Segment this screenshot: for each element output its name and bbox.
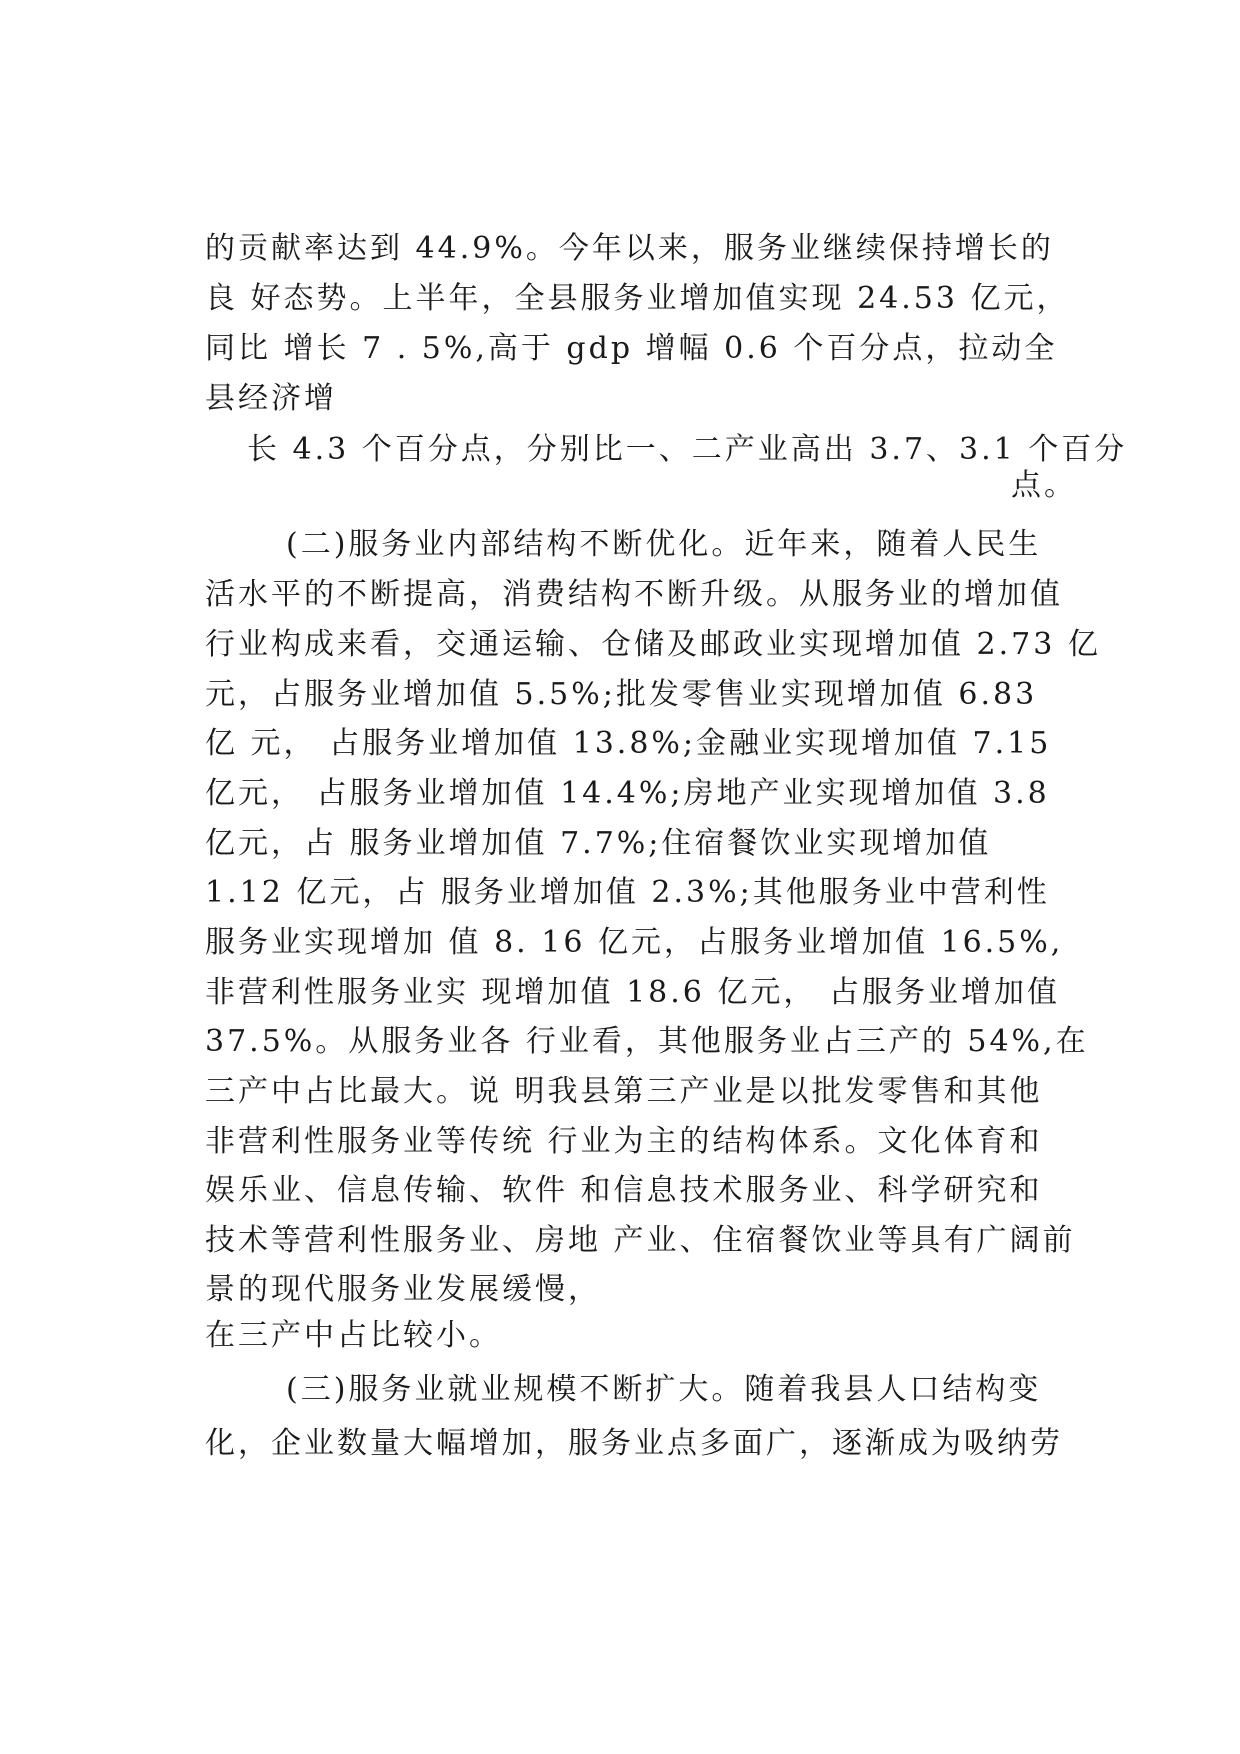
text-line: 良 好态势。上半年，全县服务业增加值实现 24.53 亿元， — [205, 281, 1070, 316]
text-line: 在三产中占比较小。 — [205, 1318, 502, 1353]
text-line: 点。 — [1011, 468, 1077, 503]
text-line: (三)服务业就业规模不断扩大。随着我县人口结构变 — [286, 1372, 1042, 1407]
text-line: 娱乐业、信息传输、软件 和信息技术服务业、科学研究和 — [205, 1173, 1043, 1208]
text-line: 37.5%。从服务业各 行业看，其他服务业占三产的 54%,在 — [205, 1024, 1089, 1059]
text-line: 亿 元， 占服务业增加值 13.8%;金融业实现增加值 7.15 — [205, 726, 1052, 761]
text-line: 元，占服务业增加值 5.5%;批发零售业实现增加值 6.83 — [205, 677, 1038, 712]
text-line: 非营利性服务业等传统 行业为主的结构体系。文化体育和 — [205, 1124, 1043, 1159]
text-line: 县经济增 — [205, 381, 337, 416]
text-line: 同比 增长 7 . 5%,高于 gdp 增幅 0.6 个百分点，拉动全 — [205, 331, 1058, 366]
text-line: 技术等营利性服务业、房地 产业、住宿餐饮业等具有广阔前 — [205, 1223, 1076, 1258]
text-line: 亿元， 占服务业增加值 14.4%;房地产业实现增加值 3.8 — [205, 776, 1050, 811]
text-line: 服务业实现增加 值 8. 16 亿元，占服务业增加值 16.5%, — [205, 925, 1064, 960]
text-line: 景的现代服务业发展缓慢， — [205, 1272, 601, 1307]
text-line: 1.12 亿元，占 服务业增加值 2.3%;其他服务业中营利性 — [205, 875, 1050, 910]
text-line: 化，企业数量大幅增加，服务业点多面广，逐渐成为吸纳劳 — [205, 1426, 1063, 1461]
text-line: 的贡献率达到 44.9%。今年以来，服务业继续保持增长的 — [205, 231, 1054, 266]
text-line: 非营利性服务业实 现增加值 18.6 亿元， 占服务业增加值 — [205, 975, 1060, 1010]
text-line: 活水平的不断提高，消费结构不断升级。从服务业的增加值 — [205, 577, 1063, 612]
text-line: 三产中占比最大。说 明我县第三产业是以批发零售和其他 — [205, 1074, 1043, 1109]
text-line: (二)服务业内部结构不断优化。近年来，随着人民生 — [286, 527, 1042, 562]
text-line: 亿元，占 服务业增加值 7.7%;住宿餐饮业实现增加值 — [205, 826, 992, 861]
text-line: 长 4.3 个百分点，分别比一、二产业高出 3.7、3.1 个百分 — [247, 432, 1128, 467]
text-line: 行业构成来看，交通运输、仓储及邮政业实现增加值 2.73 亿 — [205, 627, 1101, 662]
